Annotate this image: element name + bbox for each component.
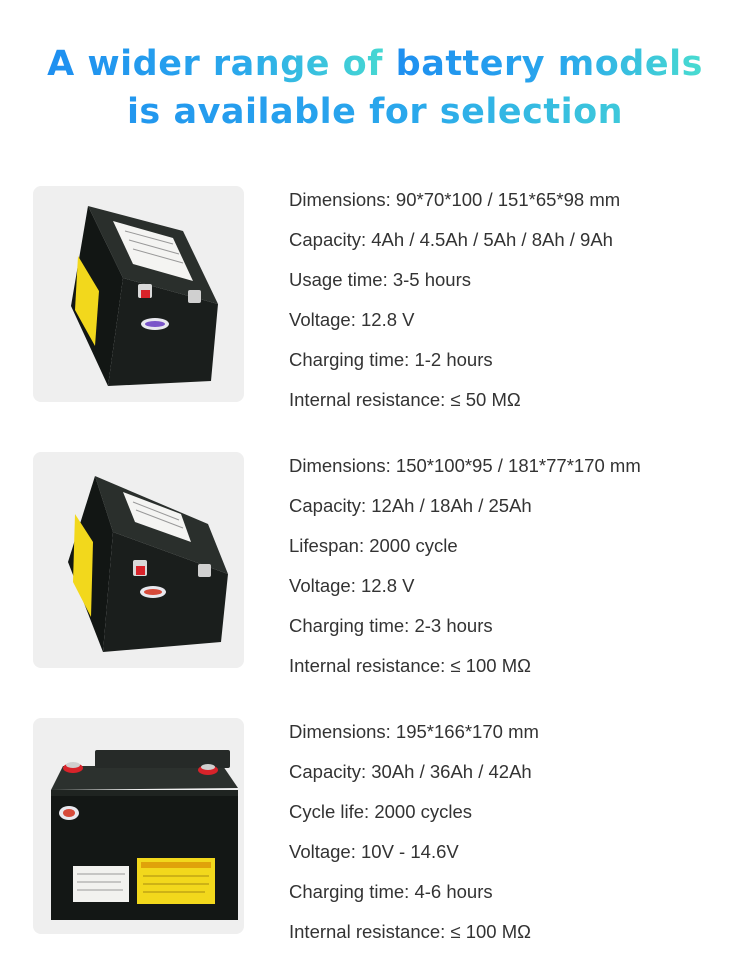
spec-list-2 <box>289 446 641 686</box>
spec-internal-resistance: Internal resistance: ≤ 100 MΩ <box>289 655 531 676</box>
title-highlight: battery models <box>395 44 703 84</box>
title-line-1 <box>0 40 750 88</box>
spec-charging-time: Charging time: 2-3 hours <box>289 615 493 636</box>
spec-capacity: Capacity: 30Ah / 36Ah / 42Ah <box>289 761 532 782</box>
spec-lifespan: Lifespan: 2000 cycle <box>289 535 458 556</box>
title-line-2: is available for selection <box>0 88 750 136</box>
product-photo-1 <box>33 186 244 402</box>
spec-charging-time: Charging time: 1-2 hours <box>289 349 493 370</box>
spec-dimensions: Dimensions: 150*100*95 / 181*77*170 mm <box>289 455 641 476</box>
battery-pack-large-icon <box>33 718 244 934</box>
battery-pack-small-icon <box>33 186 244 402</box>
spec-voltage: Voltage: 12.8 V <box>289 575 415 596</box>
spec-voltage: Voltage: 10V - 14.6V <box>289 841 459 862</box>
spec-dimensions: Dimensions: 195*166*170 mm <box>289 721 539 742</box>
product-photo-3 <box>33 718 244 934</box>
spec-internal-resistance: Internal resistance: ≤ 100 MΩ <box>289 921 531 942</box>
spec-usage-time: Usage time: 3-5 hours <box>289 269 472 290</box>
spec-charging-time: Charging time: 4-6 hours <box>289 881 493 902</box>
title-line-1-text: A wider range of <box>47 44 396 84</box>
product-card-1 <box>0 186 750 410</box>
battery-pack-medium-icon <box>33 452 244 668</box>
spec-capacity: Capacity: 4Ah / 4.5Ah / 5Ah / 8Ah / 9Ah <box>289 229 613 250</box>
spec-internal-resistance: Internal resistance: ≤ 50 MΩ <box>289 389 521 410</box>
spec-list-1 <box>289 180 620 420</box>
product-card-2 <box>0 452 750 676</box>
product-photo-2 <box>33 452 244 668</box>
spec-voltage: Voltage: 12.8 V <box>289 309 415 330</box>
spec-cycle-life: Cycle life: 2000 cycles <box>289 801 473 822</box>
spec-list-3 <box>289 712 539 952</box>
page-title <box>0 40 750 136</box>
spec-capacity: Capacity: 12Ah / 18Ah / 25Ah <box>289 495 532 516</box>
spec-dimensions: Dimensions: 90*70*100 / 151*65*98 mm <box>289 189 621 210</box>
product-card-3 <box>0 718 750 942</box>
